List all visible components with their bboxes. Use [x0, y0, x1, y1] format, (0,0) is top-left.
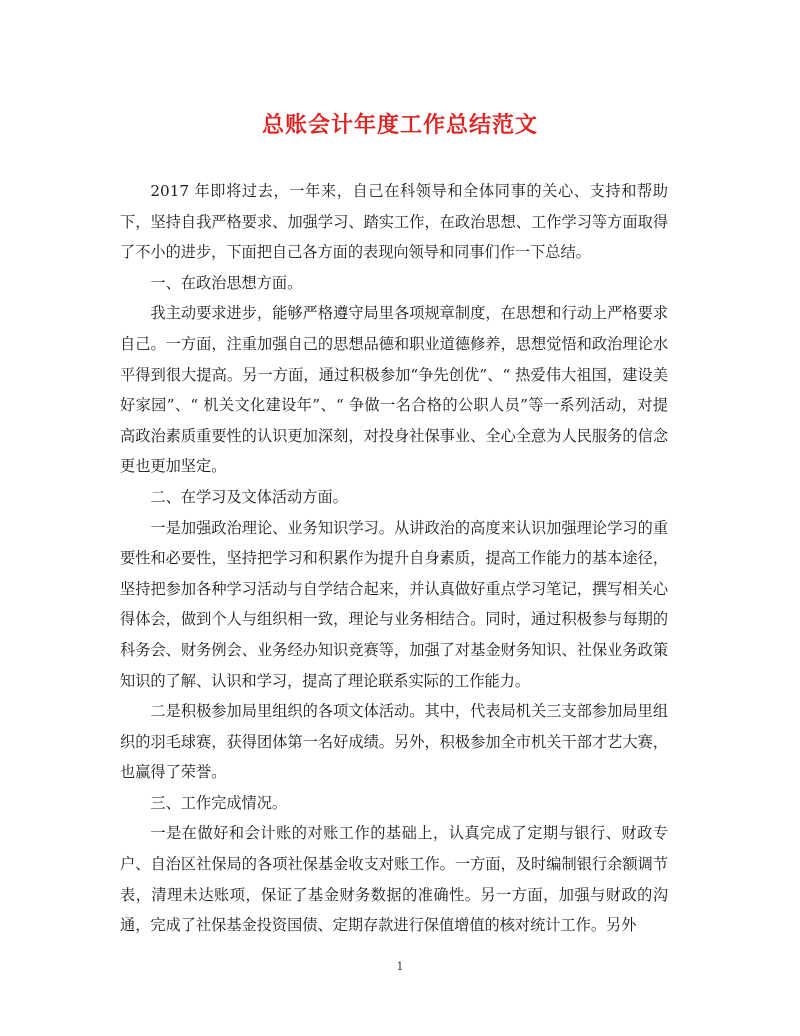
paragraph-study-theory: 一是加强政治理论、业务知识学习。从讲政治的高度来认识加强理论学习的重要性和必要性，坚持把学习和积累作为提升自身素质，提高工作能力的基本途径，坚持把参加各种学习活动与自学结合起来，并认真做好重点学习笔记，撰写相关心得体会，做到个人与组织相一致，理论与业务相结合。同时，通过积极参与每期的科务会、财务例会、业务经办知识竞赛等，加强了对基金财务知识、社保业务政策知识的了解、认识和学习，提高了理论联系实际的工作能力。	[120, 518, 668, 690]
section-heading-political: 一、在政治思想方面。	[150, 273, 303, 292]
paragraph-work: 一是在做好和会计账的对账工作的基础上，认真完成了定期与银行、财政专户、自治区社保局的各项社保基金收支对账工作。一方面，及时编制银行余额调节表，清理未达账项，保证了基金财务数据的准确性。另一方面，加强与财政的沟通，完成了社保基金投资国债、定期存款进行保值增值的核对统计工作。另外	[120, 824, 668, 935]
paragraph-study-activities: 二是积极参加局里组织的各项文体活动。其中，代表局机关三支部参加局里组织的羽毛球赛，获得团体第一名好成绩。另外，积极参加全市机关干部才艺大赛，也赢得了荣誉。	[120, 702, 668, 782]
document-body	[120, 176, 668, 941]
section-heading-study: 二、在学习及文体活动方面。	[150, 487, 348, 506]
section-heading-work: 三、工作完成情况。	[150, 793, 288, 812]
page-number: 1	[396, 960, 404, 973]
paragraph-political: 我主动要求进步，能够严格遵守局里各项规章制度，在思想和行动上严格要求自己。一方面，注重加强自己的思想品德和职业道德修养，思想觉悟和政治理论水平得到很大提高。另一方面，通过积极参加“争先创优”、“ 热爱伟大祖国，建设美好家园”、“ 机关文化建设年”、“ 争做一名合格的公职人员”等一系列活动，对提高政治素质重要性的认识更加深刻，对投身社保事业、全心全意为人民服务的信念更也更加坚定。	[120, 304, 668, 476]
document-title: 总账会计年度工作总结范文	[261, 112, 538, 138]
paragraph-intro: 2017 年即将过去，一年来，自己在科领导和全体同事的关心、支持和帮助下，坚持自我严格要求、加强学习、踏实工作，在政治思想、工作学习等方面取得了不小的进步，下面把自己各方面的表现向领导和同事们作一下总结。	[120, 182, 668, 262]
